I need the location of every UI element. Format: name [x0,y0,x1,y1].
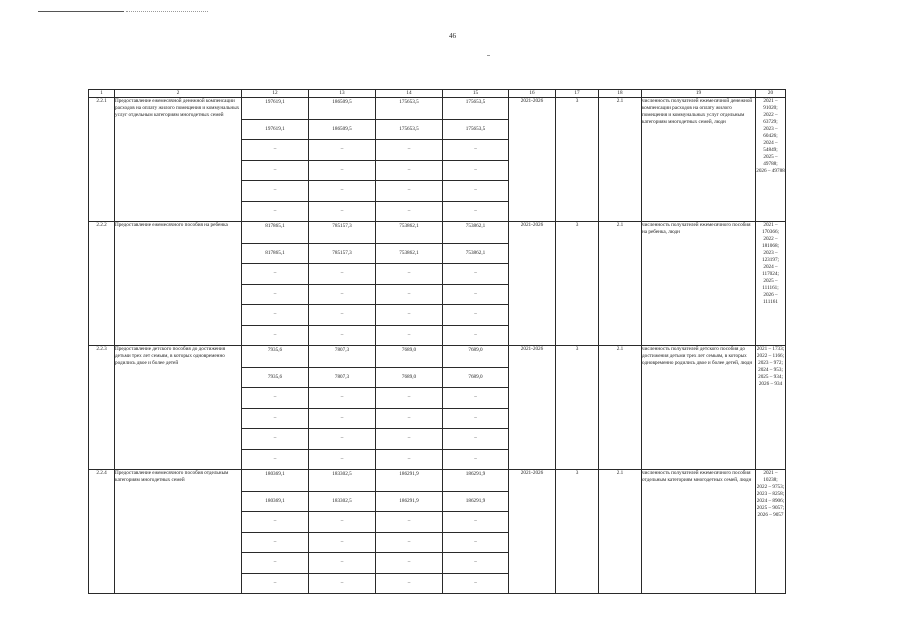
indicator-targets [756,346,786,470]
value-col-15: – [443,201,509,222]
value-col-12: 197619,1 [242,98,309,120]
value-col-15: 7689,0 [443,346,509,368]
col-17-value: 3 [556,470,599,594]
value-col-12: 197619,1 [242,119,309,140]
implementation-years: 2021-2026 [509,346,556,470]
value-col-12: – [242,449,309,470]
column-header: 12 [242,90,309,98]
value-col-13: – [309,573,376,594]
measure-name: Предоставление ежемесячной денежной компенсации расходов на оплату жилого помещения и коммунальных услуг отдельным категориям многодетных семей [115,98,242,222]
indicator-text: численность получателей ежемесячного пособия на ребенка, людн [642,222,756,346]
value-col-15: – [443,553,509,574]
column-header: 18 [599,90,642,98]
measure-name: Предоставление ежемесячного пособия отдельным категориям многодетных семей [115,470,242,594]
value-col-15: 186291,9 [443,470,509,492]
value-col-15: 186291,9 [443,491,509,512]
scan-artifact-dots [126,11,208,12]
value-col-12: – [242,532,309,553]
implementation-years: 2021-2026 [509,222,556,346]
column-header: 1 [89,90,115,98]
value-col-14: – [376,201,443,222]
value-col-15: – [443,532,509,553]
value-col-13: 186509,5 [309,98,376,120]
implementation-years: 2021-2026 [509,470,556,594]
target-value: 2021 – 10238; [763,470,778,484]
indicator-targets [756,98,786,222]
value-col-15: 175653,5 [443,119,509,140]
value-col-14: – [376,284,443,305]
target-value: 2021 – 1733; [756,346,785,353]
value-col-13: – [309,181,376,202]
value-col-15: – [443,512,509,533]
value-col-13: – [309,512,376,533]
program-table [88,89,786,594]
value-col-13: – [309,532,376,553]
value-col-14: 175653,5 [376,119,443,140]
target-value: 2026 – 49788 [756,168,785,175]
value-col-14: – [376,140,443,161]
target-value: 2022 – 181068; [761,236,779,250]
column-header: 15 [443,90,509,98]
value-col-13: – [309,388,376,409]
value-col-12: – [242,305,309,326]
value-col-15: – [443,325,509,346]
column-header: 16 [509,90,556,98]
page-number: 46 [449,32,456,40]
measure-code: 2.2.2 [89,222,115,346]
value-col-15: – [443,284,509,305]
column-header: 13 [309,90,376,98]
value-col-14: – [376,181,443,202]
value-col-12: – [242,181,309,202]
value-col-13: – [309,201,376,222]
target-value: 2025 – 9057; [756,505,785,512]
value-col-13: – [309,408,376,429]
value-col-15: – [443,388,509,409]
indicator-text: численность получателей ежемесячного пособия отдельным категориям многодетных семей, людн [642,470,756,594]
indicator-text: численность получателей детского пособия до достижения детьми трех лет семьям, в которых одновременно родились двое и более детей, людн [642,346,756,470]
value-col-13: 183302,5 [309,491,376,512]
target-value: 2023 – 123197; [761,250,779,264]
measure-code: 2.2.1 [89,98,115,222]
value-col-15: – [443,573,509,594]
value-col-13: – [309,140,376,161]
column-header: 19 [642,90,756,98]
target-value: 2024 – 953; [758,367,783,374]
measure-name: Предоставление детского пособия до достижения детьми трех лет семьям, в которых одновременно родились двое и более детей [115,346,242,470]
target-value: 2025 – 934; [758,374,783,381]
table-row [89,222,786,244]
measure-name: Предоставление ежемесячного пособия на ребенка [115,222,242,346]
value-col-14: – [376,449,443,470]
value-col-13: 183302,5 [309,470,376,492]
value-col-14: – [376,512,443,533]
value-col-14: – [376,408,443,429]
target-value: 2024 – 8906; [756,498,785,505]
scan-artifact-line [38,11,124,12]
implementation-years: 2021-2026 [509,98,556,222]
value-col-13: – [309,553,376,574]
scan-artifact-tick [487,55,490,56]
target-value: 2021 – 170366; [761,222,779,236]
value-col-15: – [443,140,509,161]
target-value: 2026 – 934 [758,381,783,388]
value-col-14: 175653,5 [376,98,443,120]
target-value: 2024 – 117024; [762,264,779,278]
table-row [89,98,786,120]
target-value: 2025 – 111161; [762,278,779,292]
target-value: 2026 – 111161 [763,292,778,306]
table-header [89,90,786,98]
measure-code: 2.2.3 [89,346,115,470]
value-col-14: – [376,388,443,409]
value-col-15: 753862,1 [443,222,509,244]
value-col-12: 180369,1 [242,470,309,492]
indicator-targets [756,222,786,346]
indicator-targets [756,470,786,594]
value-col-12: – [242,201,309,222]
value-col-14: 753862,1 [376,222,443,244]
value-col-15: – [443,408,509,429]
column-header: 20 [756,90,786,98]
value-col-15: – [443,181,509,202]
value-col-12: 180369,1 [242,491,309,512]
table-row [89,470,786,492]
value-col-12: – [242,429,309,450]
target-value: 2025 – 49788; [763,154,778,168]
value-col-14: – [376,305,443,326]
col-17-value: 3 [556,222,599,346]
value-col-12: – [242,388,309,409]
col-17-value: 3 [556,346,599,470]
value-col-14: 7689,0 [376,367,443,388]
value-col-13: – [309,160,376,181]
value-col-12: – [242,264,309,285]
value-col-15: – [443,160,509,181]
value-col-12: – [242,160,309,181]
value-col-15: – [443,264,509,285]
measure-code: 2.2.4 [89,470,115,594]
value-col-12: 817865,1 [242,222,309,244]
value-col-12: – [242,408,309,429]
value-col-15: 175653,5 [443,98,509,120]
value-col-14: – [376,573,443,594]
value-col-12: – [242,573,309,594]
value-col-13: 186509,5 [309,119,376,140]
value-col-14: – [376,160,443,181]
target-value: 2024 – 54849; [763,140,778,154]
value-col-13: 7807,3 [309,346,376,368]
value-col-14: – [376,264,443,285]
value-col-14: – [376,532,443,553]
value-col-13: 7807,3 [309,367,376,388]
value-col-12: – [242,512,309,533]
value-col-15: – [443,305,509,326]
target-value: 2022 – 1166; [756,353,785,360]
target-value: 2021 – 91020; [763,98,778,112]
value-col-13: – [309,305,376,326]
value-col-15: – [443,449,509,470]
value-col-13: – [309,264,376,285]
value-col-12: 817865,1 [242,243,309,264]
value-col-14: – [376,553,443,574]
value-col-13: 785157,3 [309,222,376,244]
target-value: 2023 – 60426; [763,126,778,140]
value-col-12: 7935,6 [242,367,309,388]
value-col-14: 186291,9 [376,491,443,512]
value-col-15: 7689,0 [443,367,509,388]
value-col-13: – [309,429,376,450]
column-header: 17 [556,90,599,98]
col-18-value: 2.1 [599,346,642,470]
value-col-14: 753862,1 [376,243,443,264]
value-col-12: – [242,140,309,161]
col-17-value: 3 [556,98,599,222]
table-body [89,98,786,594]
value-col-14: 7689,0 [376,346,443,368]
target-value: 2022 – 63729; [763,112,778,126]
table-row [89,346,786,368]
col-18-value: 2.1 [599,470,642,594]
value-col-15: – [443,429,509,450]
column-header: 2 [115,90,242,98]
target-value: 2023 – 8258; [756,491,785,498]
value-col-13: – [309,325,376,346]
target-value: 2026 – 9057 [757,512,784,519]
column-header: 14 [376,90,443,98]
value-col-12: – [242,325,309,346]
target-value: 2022 – 9753; [756,484,785,491]
indicator-text: численность получателей ежемесячной денежной компенсации расходов на оплату жилого помещения и коммунальных услуг отдельным категориям многодетных семей, людн [642,98,756,222]
value-col-14: – [376,429,443,450]
value-col-13: – [309,284,376,305]
value-col-14: 186291,9 [376,470,443,492]
value-col-12: – [242,284,309,305]
value-col-12: 7935,6 [242,346,309,368]
value-col-13: – [309,449,376,470]
target-value: 2023 – 972; [758,360,783,367]
value-col-14: – [376,325,443,346]
col-18-value: 2.1 [599,98,642,222]
value-col-15: 753862,1 [443,243,509,264]
value-col-13: 785157,3 [309,243,376,264]
value-col-12: – [242,553,309,574]
col-18-value: 2.1 [599,222,642,346]
